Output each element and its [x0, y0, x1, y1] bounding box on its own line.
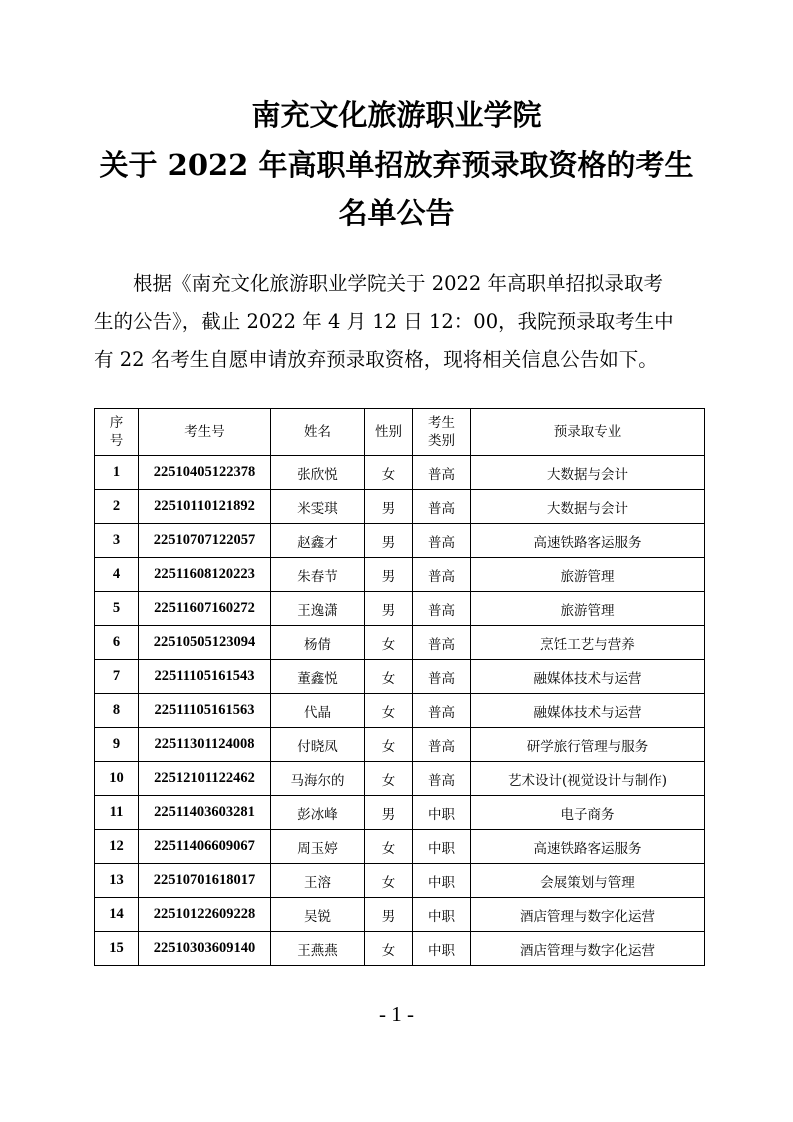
cell-major: 融媒体技术与运营 [471, 694, 705, 728]
cell-exam-no: 22511105161563 [139, 694, 271, 728]
title-line-1: 南充文化旅游职业学院 [251, 98, 542, 132]
cell-name: 王逸潇 [271, 592, 365, 626]
cell-exam-no: 22510505123094 [139, 626, 271, 660]
cell-category: 普高 [413, 728, 471, 762]
cell-category: 中职 [413, 864, 471, 898]
cell-exam-no: 22511607160272 [139, 592, 271, 626]
cell-gender: 女 [365, 932, 413, 966]
cell-major: 旅游管理 [471, 592, 705, 626]
cell-exam-no: 22510122609228 [139, 898, 271, 932]
cell-exam-no: 22510701618017 [139, 864, 271, 898]
cell-category: 中职 [413, 898, 471, 932]
cell-major: 会展策划与管理 [471, 864, 705, 898]
cell-major: 酒店管理与数字化运营 [471, 932, 705, 966]
cell-category: 普高 [413, 592, 471, 626]
table-row [95, 796, 705, 830]
cell-category: 普高 [413, 694, 471, 728]
cell-seq: 2 [95, 490, 139, 524]
cell-seq: 7 [95, 660, 139, 694]
cell-seq: 3 [95, 524, 139, 558]
table-row [95, 728, 705, 762]
table-row [95, 592, 705, 626]
cell-name: 朱春节 [271, 558, 365, 592]
title-line-3: 名单公告 [338, 196, 455, 230]
cell-seq: 6 [95, 626, 139, 660]
cell-name: 周玉婷 [271, 830, 365, 864]
title-line-2: 关于 2022 年高职单招放弃预录取资格的考生 [99, 148, 694, 182]
cell-gender: 女 [365, 762, 413, 796]
cell-gender: 女 [365, 456, 413, 490]
cell-exam-no: 22511406609067 [139, 830, 271, 864]
cell-exam-no: 22512101122462 [139, 762, 271, 796]
cell-name: 付晓凤 [271, 728, 365, 762]
table-row [95, 898, 705, 932]
table-header-row [95, 409, 705, 456]
cell-major: 艺术设计(视觉设计与制作) [471, 762, 705, 796]
cell-name: 张欣悦 [271, 456, 365, 490]
table-row [95, 626, 705, 660]
cell-seq: 15 [95, 932, 139, 966]
cell-gender: 女 [365, 864, 413, 898]
cell-category: 普高 [413, 524, 471, 558]
cell-major: 旅游管理 [471, 558, 705, 592]
table-row [95, 490, 705, 524]
cell-major: 大数据与会计 [471, 456, 705, 490]
cell-category: 普高 [413, 558, 471, 592]
table-row [95, 864, 705, 898]
table-row [95, 660, 705, 694]
cell-gender: 女 [365, 660, 413, 694]
paragraph-line-1: 根据《南充文化旅游职业学院关于 2022 年高职单招拟录取考 [94, 272, 664, 295]
announcement-paragraph [94, 265, 704, 379]
cell-seq: 1 [95, 456, 139, 490]
cell-gender: 男 [365, 490, 413, 524]
cell-gender: 女 [365, 626, 413, 660]
cell-name: 代晶 [271, 694, 365, 728]
header-exam-no: 考生号 [139, 409, 271, 456]
cell-major: 高速铁路客运服务 [471, 524, 705, 558]
cell-category: 中职 [413, 830, 471, 864]
table-row [95, 932, 705, 966]
cell-category: 中职 [413, 932, 471, 966]
table-row [95, 762, 705, 796]
cell-category: 普高 [413, 490, 471, 524]
cell-major: 研学旅行管理与服务 [471, 728, 705, 762]
cell-gender: 女 [365, 694, 413, 728]
cell-exam-no: 22511301124008 [139, 728, 271, 762]
cell-name: 赵鑫才 [271, 524, 365, 558]
cell-seq: 9 [95, 728, 139, 762]
cell-major: 烹饪工艺与营养 [471, 626, 705, 660]
cell-seq: 4 [95, 558, 139, 592]
cell-seq: 8 [95, 694, 139, 728]
cell-gender: 男 [365, 592, 413, 626]
cell-major: 酒店管理与数字化运营 [471, 898, 705, 932]
cell-category: 普高 [413, 762, 471, 796]
cell-gender: 男 [365, 524, 413, 558]
cell-name: 王溶 [271, 864, 365, 898]
header-gender: 性别 [365, 409, 413, 456]
header-major: 预录取专业 [471, 409, 705, 456]
cell-seq: 11 [95, 796, 139, 830]
cell-gender: 男 [365, 558, 413, 592]
cell-name: 吴锐 [271, 898, 365, 932]
cell-exam-no: 22510303609140 [139, 932, 271, 966]
candidate-table [94, 408, 705, 966]
cell-gender: 女 [365, 830, 413, 864]
cell-exam-no: 22511403603281 [139, 796, 271, 830]
cell-name: 马海尔的 [271, 762, 365, 796]
cell-name: 董鑫悦 [271, 660, 365, 694]
cell-exam-no: 22510405122378 [139, 456, 271, 490]
cell-name: 米雯琪 [271, 490, 365, 524]
cell-gender: 男 [365, 796, 413, 830]
header-seq: 序号 [95, 409, 139, 456]
cell-major: 电子商务 [471, 796, 705, 830]
header-category: 考生类别 [413, 409, 471, 456]
table-row [95, 558, 705, 592]
table-row [95, 694, 705, 728]
cell-exam-no: 22510707122057 [139, 524, 271, 558]
table-row [95, 524, 705, 558]
table-row [95, 456, 705, 490]
cell-category: 中职 [413, 796, 471, 830]
cell-seq: 12 [95, 830, 139, 864]
page-number: - 1 - [379, 1002, 414, 1026]
cell-exam-no: 22511608120223 [139, 558, 271, 592]
cell-name: 王燕燕 [271, 932, 365, 966]
cell-major: 高速铁路客运服务 [471, 830, 705, 864]
cell-exam-no: 22511105161543 [139, 660, 271, 694]
cell-major: 大数据与会计 [471, 490, 705, 524]
cell-gender: 男 [365, 898, 413, 932]
cell-name: 彭冰峰 [271, 796, 365, 830]
cell-name: 杨倩 [271, 626, 365, 660]
cell-major: 融媒体技术与运营 [471, 660, 705, 694]
cell-seq: 13 [95, 864, 139, 898]
cell-category: 普高 [413, 456, 471, 490]
paragraph-line-2: 生的公告》，截止 2022 年 4 月 12 日 12：00，我院预录取考生中 [94, 310, 674, 333]
cell-category: 普高 [413, 626, 471, 660]
cell-category: 普高 [413, 660, 471, 694]
cell-gender: 女 [365, 728, 413, 762]
cell-exam-no: 22510110121892 [139, 490, 271, 524]
table-row [95, 830, 705, 864]
header-name: 姓名 [271, 409, 365, 456]
cell-seq: 14 [95, 898, 139, 932]
cell-seq: 5 [95, 592, 139, 626]
cell-seq: 10 [95, 762, 139, 796]
paragraph-line-3: 有 22 名考生自愿申请放弃预录取资格，现将相关信息公告如下。 [94, 348, 658, 371]
